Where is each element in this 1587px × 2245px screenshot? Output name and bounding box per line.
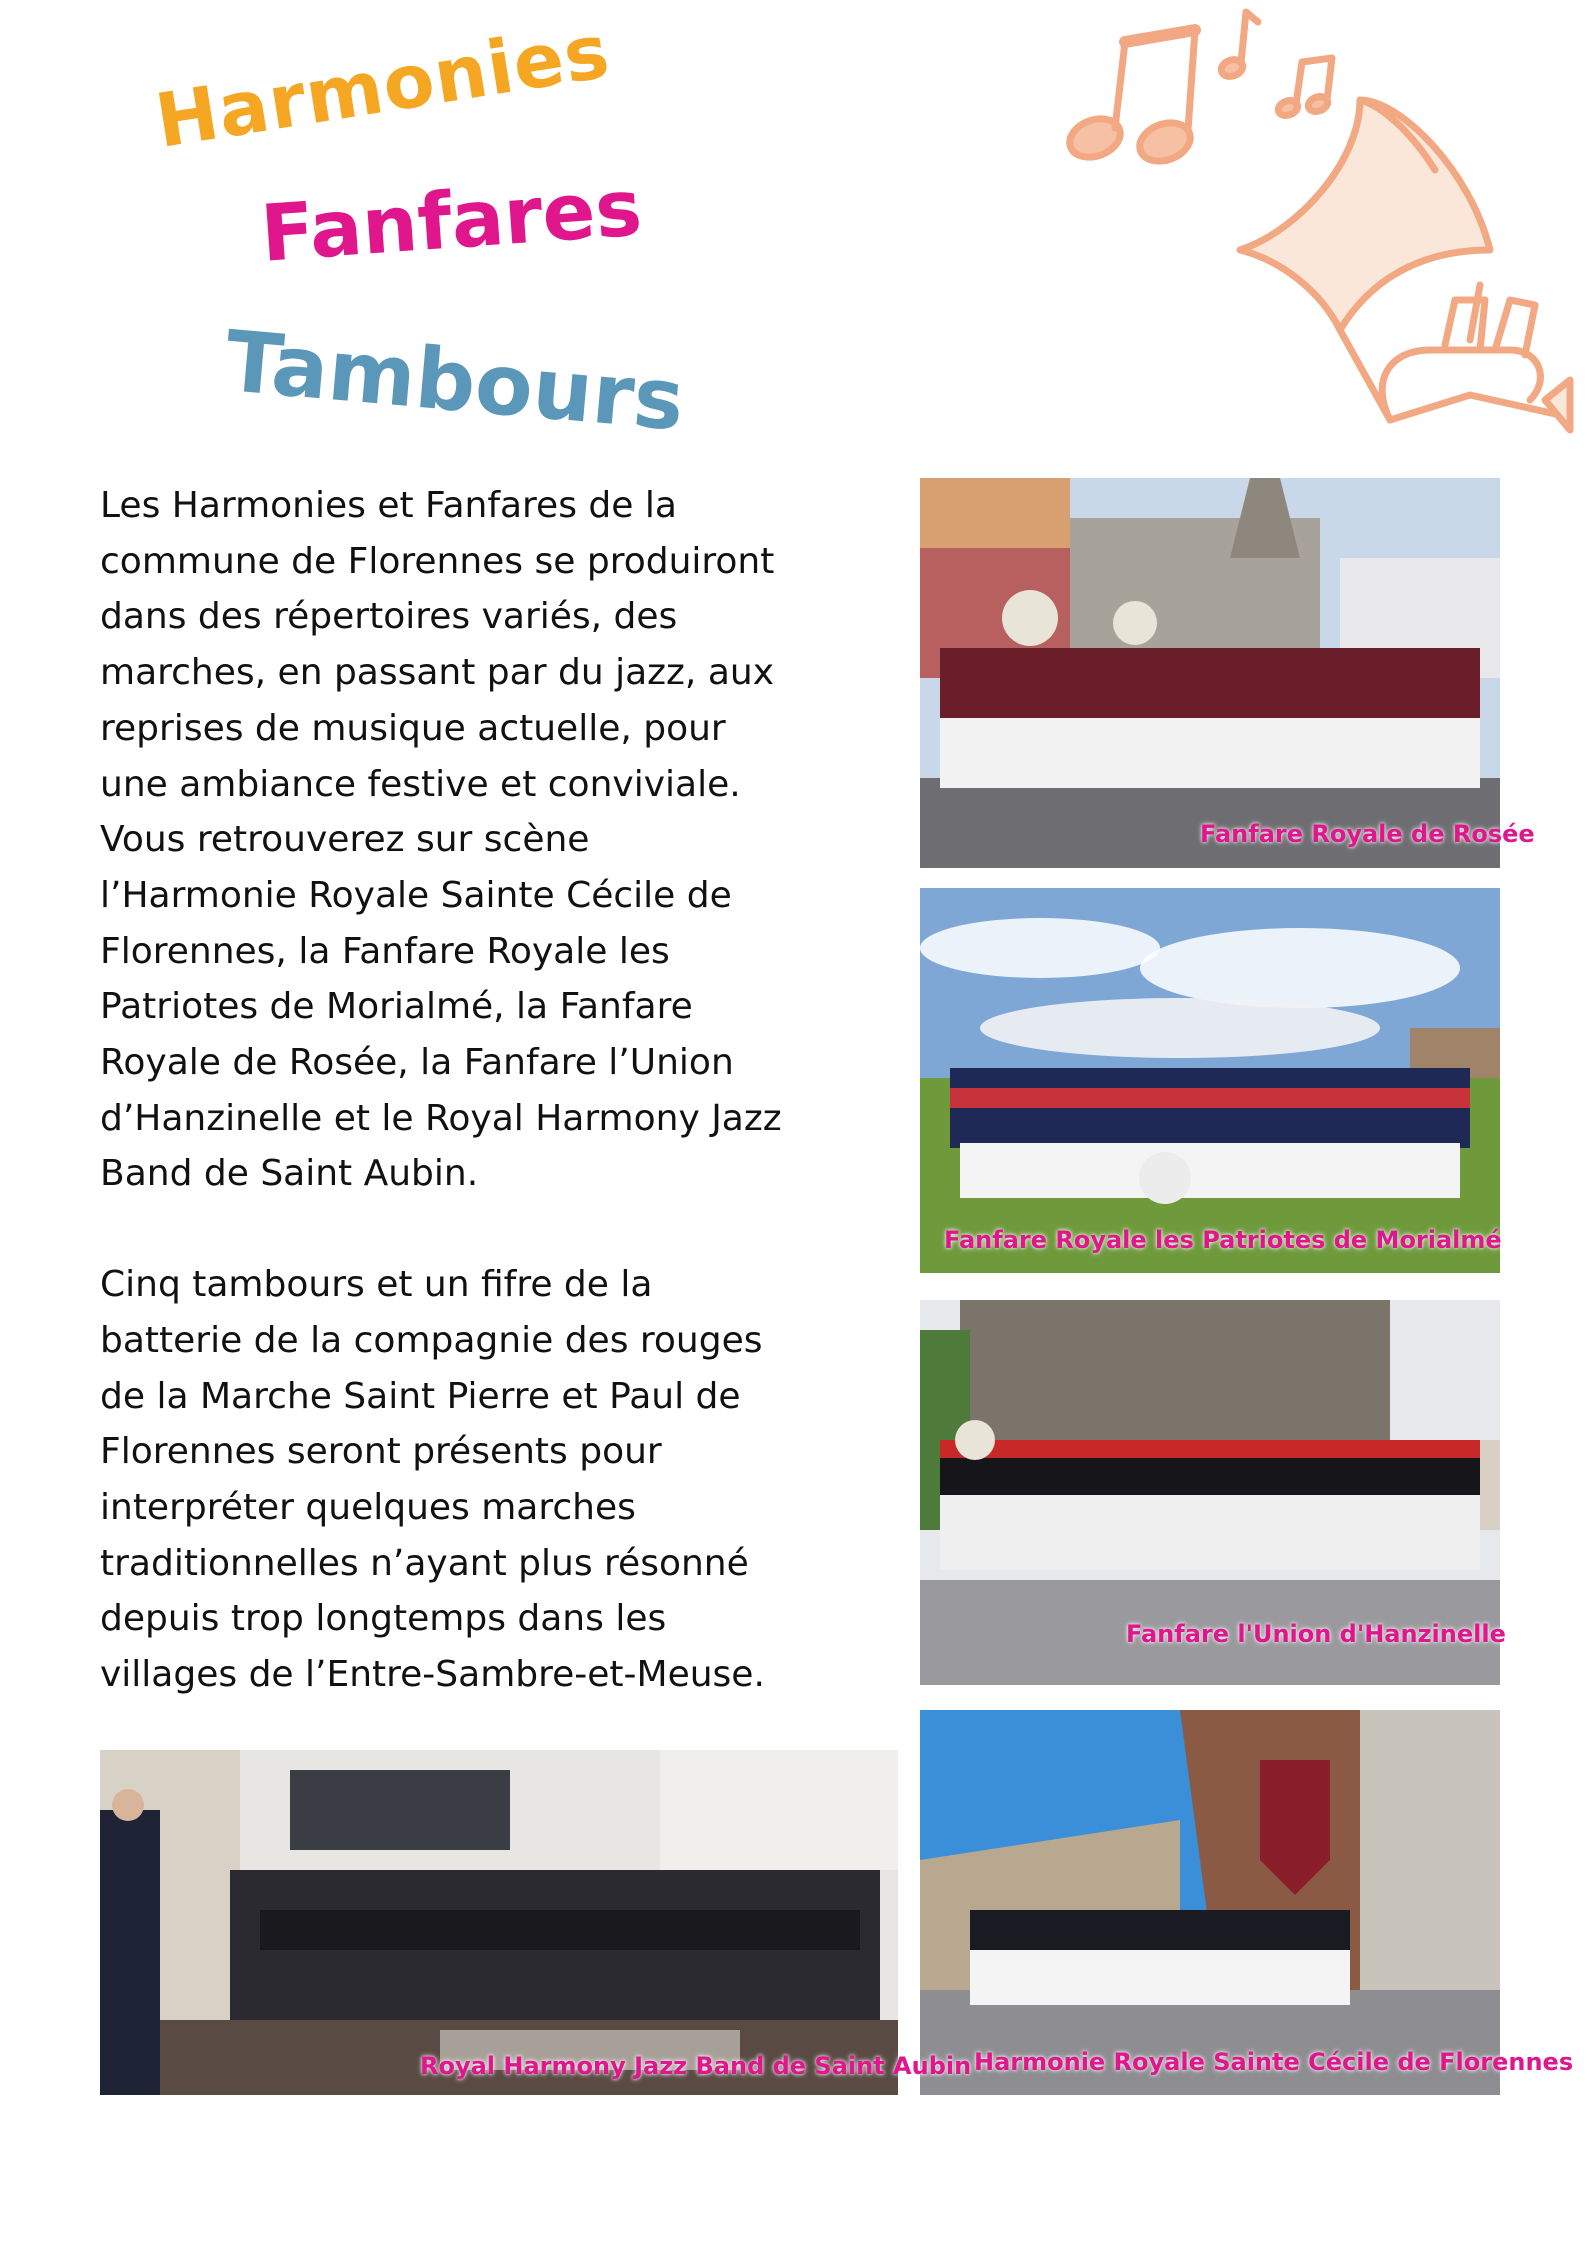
photo-caption-florennes: Harmonie Royale Sainte Cécile de Florennes bbox=[974, 2048, 1574, 2076]
photo-caption-morialme: Fanfare Royale les Patriotes de Morialmé bbox=[944, 1226, 1502, 1254]
title-tambours: Tambours bbox=[221, 312, 689, 450]
trumpet-with-music-notes-icon bbox=[1040, 0, 1580, 440]
photo-fanfare-morialme bbox=[920, 888, 1500, 1273]
title-fanfares: Fanfares bbox=[258, 163, 645, 280]
photo-fanfare-rosee bbox=[920, 478, 1500, 868]
paragraph-tambours: Cinq tambours et un fifre de la batterie de la compagnie des rouges de la Marche Saint Pierre et Paul de Florennes seront présents pour interpréter quelques marches traditionnelles n’ayant plus résonné depuis trop longtemps dans les villages de l’Entre-Sambre-et-Meuse. bbox=[100, 1264, 765, 1696]
title-harmonies: Harmonies bbox=[150, 8, 616, 165]
photo-harmonie-florennes bbox=[920, 1710, 1500, 2095]
photo-caption-hanzinelle: Fanfare l'Union d'Hanzinelle bbox=[1126, 1620, 1506, 1648]
paragraph-intro: Les Harmonies et Fanfares de la commune de Florennes se produiront dans des répertoires variés, des marches, en passant par du jazz, aux reprises de musique actuelle, pour une ambiance festive et conviviale. Vous retrouverez sur scène l’Harmonie Royale Sainte Cécile de Florennes, la Fanfare Royale les Patriotes de Morialmé, la Fanfare Royale de Rosée, la Fanfare l’Union d’Hanzinelle et le Royal Harmony Jazz Band de Saint Aubin. bbox=[100, 485, 782, 1195]
photo-caption-saint-aubin: Royal Harmony Jazz Band de Saint Aubin bbox=[420, 2052, 972, 2080]
body-text bbox=[100, 478, 790, 1758]
photo-caption-rosee: Fanfare Royale de Rosée bbox=[1200, 820, 1535, 848]
photo-jazz-band-saint-aubin bbox=[100, 1750, 898, 2095]
